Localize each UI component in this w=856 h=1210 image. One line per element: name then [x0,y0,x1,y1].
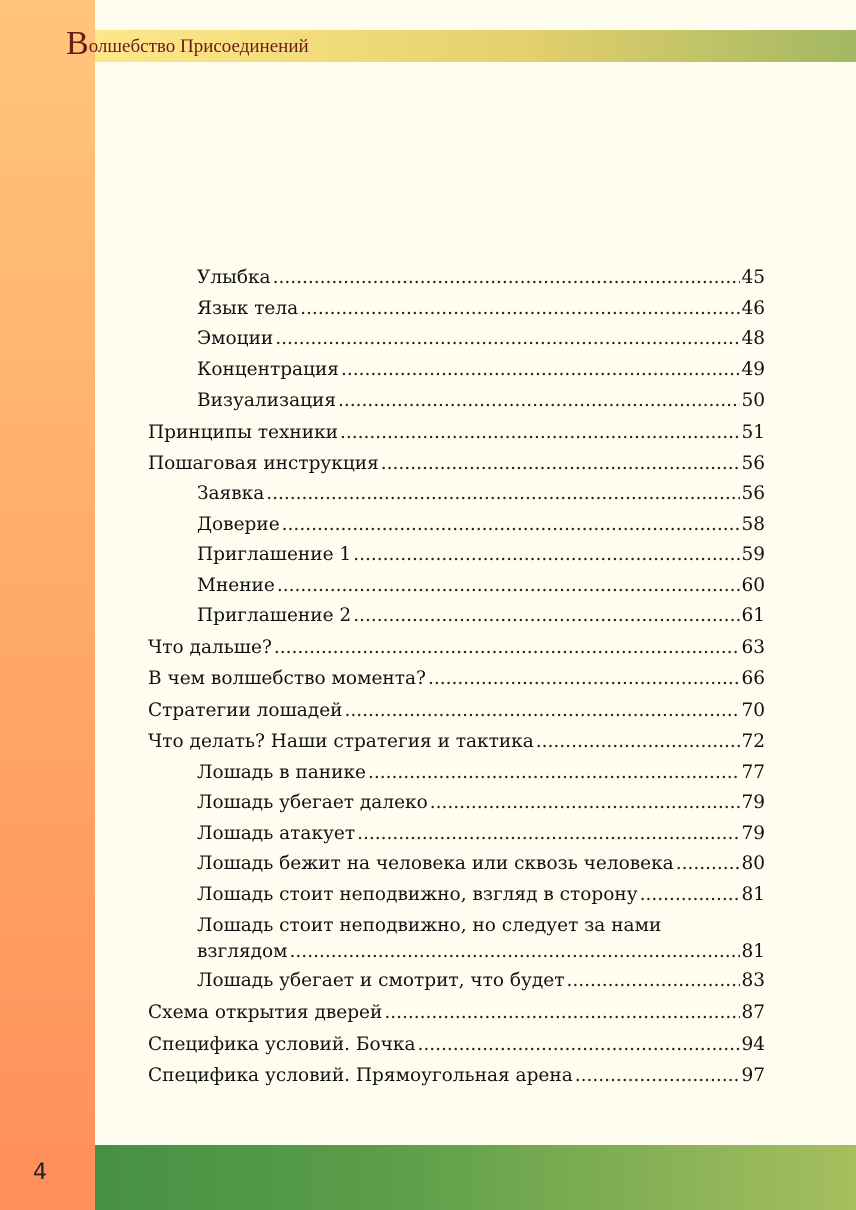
toc-entry[interactable]: Лошадь бежит на человека или сквозь человека ..... 80 [197,852,765,876]
toc-entry[interactable]: Принципы техники ..... 51 [148,421,765,445]
toc-page-number: 72 [741,731,765,752]
header-title-text: олшебство Присоединений [88,36,309,57]
toc-entry[interactable]: Доверие ..... 58 [197,513,765,537]
toc-page-number: 58 [741,514,765,535]
toc-entry[interactable]: Пошаговая инструкция ..... 56 [148,452,765,476]
dot-leader [428,667,741,691]
dot-leader [384,1001,740,1025]
dot-leader [536,730,741,754]
toc-entry[interactable]: Специфика условий. Прямоугольная арена ..... 97 [148,1064,765,1088]
toc-page-number: 50 [741,390,765,411]
toc-entry-first-line: Лошадь стоит неподвижно, но следует за нами [197,915,662,936]
toc-page-number: 46 [741,298,765,319]
toc-entry[interactable]: Лошадь убегает далеко ..... 79 [197,791,765,815]
toc-page-number: 45 [741,267,765,288]
dot-leader [340,421,740,445]
dot-leader [353,543,740,567]
dot-leader [357,822,740,846]
toc-page-number: 80 [741,853,765,874]
toc-entry[interactable]: Эмоции ..... 48 [197,327,765,351]
toc-page-number: 87 [741,1002,765,1023]
toc-page-number: 61 [741,605,765,626]
toc-entry[interactable]: Лошадь убегает и смотрит, что будет ..... 83 [197,969,765,993]
toc-entry[interactable]: Стратегии лошадей ..... 70 [148,699,765,723]
toc-entry[interactable]: Приглашение 1 ..... 59 [197,543,765,567]
dot-leader [368,761,740,785]
toc-page-number: 56 [741,483,765,504]
dot-leader [338,389,740,413]
toc-page-number: 81 [741,884,765,905]
dot-leader [282,513,741,537]
toc-page-number: 79 [741,823,765,844]
toc-entry[interactable]: Лошадь атакует ..... 79 [197,822,765,846]
toc-page-number: 94 [741,1034,765,1055]
toc-page-number: 51 [741,422,765,443]
toc-entry[interactable]: Лошадь в панике ..... 77 [197,761,765,785]
dot-leader [567,969,741,993]
toc-entry[interactable]: Улыбка ..... 45 [197,266,765,290]
dot-leader [381,452,741,476]
toc-entry[interactable]: Заявка ..... 56 [197,482,765,506]
side-color-strip [0,0,95,1210]
toc-entry[interactable]: Визуализация ..... 50 [197,389,765,413]
dot-leader [266,482,740,506]
dot-leader [274,636,741,660]
toc-entry[interactable]: Что дальше? ..... 63 [148,636,765,660]
toc-entry[interactable]: Лошадь стоит неподвижно, взгляд в сторону ..... 81 [197,883,765,907]
toc-page-number: 48 [741,328,765,349]
dot-leader [676,852,741,876]
toc-entry[interactable]: В чем волшебство момента? ..... 66 [148,667,765,691]
toc-page-number: 66 [741,668,765,689]
toc-page-number: 49 [741,359,765,380]
dot-leader [353,604,740,628]
dot-leader [417,1033,740,1057]
toc-entry[interactable]: Концентрация ..... 49 [197,358,765,382]
toc-entry[interactable]: Специфика условий. Бочка ..... 94 [148,1033,765,1057]
toc-page-number: 56 [741,453,765,474]
dot-leader [575,1064,741,1088]
toc-entry[interactable]: Приглашение 2 ..... 61 [197,604,765,628]
running-header [66,26,309,62]
dot-leader [277,574,741,598]
toc-entry[interactable]: Мнение ..... 60 [197,574,765,598]
footer-band [0,1145,856,1210]
toc-entry[interactable]: Схема открытия дверей ..... 87 [148,1001,765,1025]
dot-leader [344,699,740,723]
toc-page-number: 79 [741,792,765,813]
dot-leader [430,791,741,815]
dot-leader [275,327,740,351]
toc-page-number: 60 [741,575,765,596]
toc-page-number: 97 [741,1065,765,1086]
toc-page-number: 81 [741,941,765,962]
dot-leader [300,297,740,321]
page-number: 4 [33,1160,47,1185]
toc-page-number: 63 [741,637,765,658]
toc-page-number: 77 [741,762,765,783]
dot-leader [290,940,741,964]
toc-page-number: 59 [741,544,765,565]
toc-page-number: 70 [741,700,765,721]
toc-entry[interactable]: Что делать? Наши стратегия и тактика ..... 72 [148,730,765,754]
dot-leader [273,266,741,290]
footer-page-box [0,1145,95,1210]
dot-leader [341,358,740,382]
header-drop-initial: В [66,25,89,62]
dot-leader [640,883,741,907]
toc-page-number: 83 [741,970,765,991]
toc-entry[interactable]: Лошадь стоит неподвижно, но следует за нами взглядом ..... 81 [197,914,765,970]
toc-entry[interactable]: Язык тела ..... 46 [197,297,765,321]
